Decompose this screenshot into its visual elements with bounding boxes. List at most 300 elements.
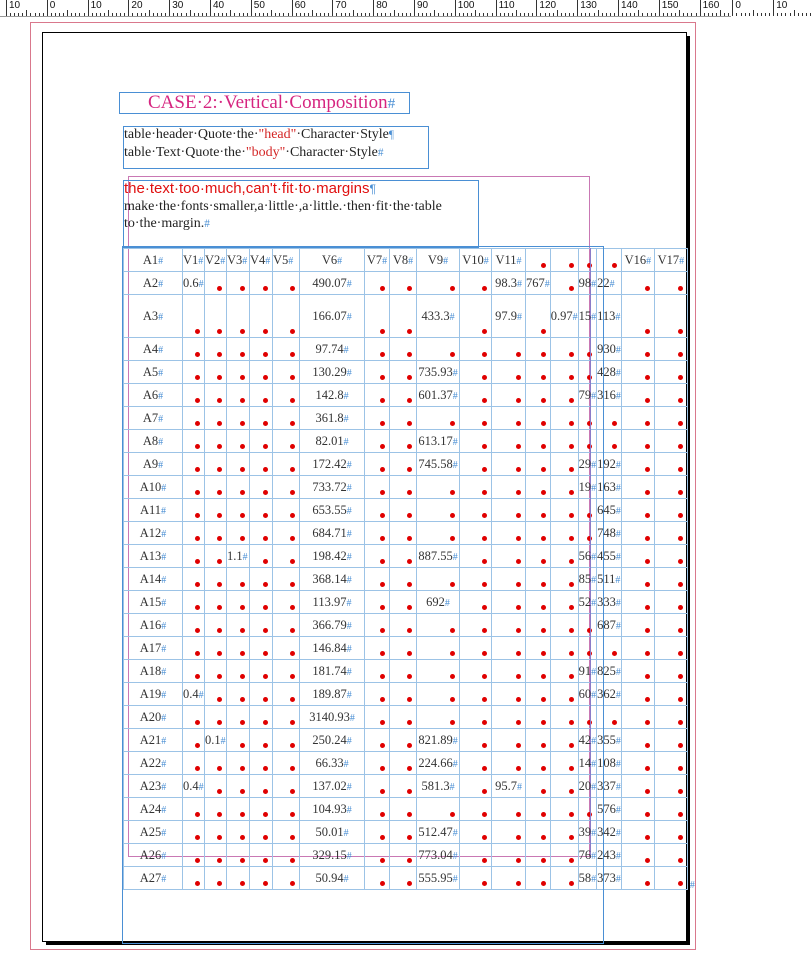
table-cell[interactable]: [597, 660, 622, 683]
table-cell[interactable]: [300, 453, 365, 476]
table-cell[interactable]: [654, 476, 687, 499]
table-cell[interactable]: [597, 295, 622, 338]
table-cell[interactable]: [526, 591, 551, 614]
table-cell[interactable]: [365, 706, 390, 729]
table-cell[interactable]: [124, 660, 183, 683]
table-cell[interactable]: [550, 272, 578, 295]
table-cell[interactable]: [300, 407, 365, 430]
table-cell[interactable]: [183, 272, 205, 295]
table-cell[interactable]: [205, 729, 227, 752]
table-cell[interactable]: [597, 729, 622, 752]
table-cell[interactable]: [460, 361, 492, 384]
table-cell[interactable]: [417, 272, 460, 295]
table-cell[interactable]: [300, 545, 365, 568]
table-cell[interactable]: [597, 453, 622, 476]
table-cell[interactable]: [183, 499, 205, 522]
table-cell[interactable]: [273, 545, 300, 568]
table-cell[interactable]: [227, 568, 250, 591]
table-cell[interactable]: [492, 821, 526, 844]
table-cell[interactable]: [183, 798, 205, 821]
table-cell[interactable]: [227, 821, 250, 844]
table-cell[interactable]: [621, 338, 654, 361]
table-cell[interactable]: [492, 407, 526, 430]
table-cell[interactable]: [417, 384, 460, 407]
table-cell[interactable]: [124, 407, 183, 430]
table-cell[interactable]: [365, 867, 390, 890]
table-cell[interactable]: [365, 798, 390, 821]
table-cell[interactable]: [390, 384, 417, 407]
table-cell[interactable]: [390, 407, 417, 430]
table-cell[interactable]: [550, 867, 578, 890]
table-cell[interactable]: [578, 775, 597, 798]
table-cell[interactable]: [417, 338, 460, 361]
table-cell[interactable]: [578, 729, 597, 752]
table-cell[interactable]: [526, 706, 551, 729]
table-cell[interactable]: [205, 361, 227, 384]
table-cell[interactable]: [578, 430, 597, 453]
table-cell[interactable]: [273, 752, 300, 775]
table-cell[interactable]: [654, 683, 687, 706]
table-cell[interactable]: [417, 499, 460, 522]
table-cell[interactable]: [597, 407, 622, 430]
table-cell[interactable]: [227, 729, 250, 752]
table-cell[interactable]: [300, 476, 365, 499]
table-cell[interactable]: [273, 499, 300, 522]
table-cell[interactable]: [124, 522, 183, 545]
table-cell[interactable]: [417, 752, 460, 775]
table-cell[interactable]: [390, 706, 417, 729]
table-cell[interactable]: [492, 683, 526, 706]
table-cell[interactable]: [492, 568, 526, 591]
table-cell[interactable]: [227, 476, 250, 499]
table-cell[interactable]: [273, 683, 300, 706]
table-cell[interactable]: [205, 430, 227, 453]
table-cell[interactable]: [492, 660, 526, 683]
table-cell[interactable]: [300, 775, 365, 798]
table-cell[interactable]: [417, 637, 460, 660]
table-cell[interactable]: [621, 591, 654, 614]
table-cell[interactable]: [390, 660, 417, 683]
table-cell[interactable]: [390, 453, 417, 476]
table-cell[interactable]: [460, 660, 492, 683]
table-cell[interactable]: [250, 752, 273, 775]
table-cell[interactable]: [492, 867, 526, 890]
table-cell[interactable]: [460, 568, 492, 591]
table-cell[interactable]: [273, 614, 300, 637]
table-cell[interactable]: [621, 499, 654, 522]
table-cell[interactable]: [654, 660, 687, 683]
table-cell[interactable]: [390, 844, 417, 867]
table-cell[interactable]: [124, 775, 183, 798]
table-cell[interactable]: [205, 407, 227, 430]
table-header-cell[interactable]: [124, 249, 183, 272]
table-cell[interactable]: [578, 499, 597, 522]
table-cell[interactable]: [578, 706, 597, 729]
table-header-cell[interactable]: [578, 249, 597, 272]
table-cell[interactable]: [654, 522, 687, 545]
table-cell[interactable]: [273, 637, 300, 660]
table-cell[interactable]: [365, 295, 390, 338]
table-cell[interactable]: [227, 660, 250, 683]
table-cell[interactable]: [654, 821, 687, 844]
table-header-cell[interactable]: [365, 249, 390, 272]
table-cell[interactable]: [578, 614, 597, 637]
table-cell[interactable]: [654, 775, 687, 798]
table-cell[interactable]: [597, 545, 622, 568]
table-cell[interactable]: [526, 453, 551, 476]
table-cell[interactable]: [250, 430, 273, 453]
table-cell[interactable]: [578, 476, 597, 499]
table-cell[interactable]: [124, 361, 183, 384]
table-cell[interactable]: [300, 384, 365, 407]
table-cell[interactable]: [526, 272, 551, 295]
table-cell[interactable]: [417, 522, 460, 545]
table-cell[interactable]: [390, 775, 417, 798]
table-cell[interactable]: [390, 338, 417, 361]
table-cell[interactable]: [597, 821, 622, 844]
table-cell[interactable]: [621, 867, 654, 890]
table-cell[interactable]: [365, 775, 390, 798]
table-header-cell[interactable]: [417, 249, 460, 272]
table-cell[interactable]: [654, 637, 687, 660]
table-cell[interactable]: [621, 545, 654, 568]
table-header-cell[interactable]: [460, 249, 492, 272]
table-cell[interactable]: [492, 775, 526, 798]
table-cell[interactable]: [550, 568, 578, 591]
table-cell[interactable]: [578, 338, 597, 361]
table-cell[interactable]: [300, 637, 365, 660]
table-cell[interactable]: [597, 637, 622, 660]
table-header-cell[interactable]: [273, 249, 300, 272]
table-cell[interactable]: [526, 522, 551, 545]
table-cell[interactable]: [460, 591, 492, 614]
table-cell[interactable]: [654, 706, 687, 729]
table-cell[interactable]: [460, 729, 492, 752]
table-cell[interactable]: [550, 430, 578, 453]
horizontal-ruler[interactable]: [0, 0, 788, 17]
table-cell[interactable]: [365, 545, 390, 568]
table-cell[interactable]: [205, 867, 227, 890]
table-cell[interactable]: [365, 844, 390, 867]
table-cell[interactable]: [526, 430, 551, 453]
table-cell[interactable]: [273, 775, 300, 798]
table-cell[interactable]: [124, 272, 183, 295]
table-cell[interactable]: [621, 752, 654, 775]
table-cell[interactable]: [273, 867, 300, 890]
table-cell[interactable]: [578, 867, 597, 890]
table-cell[interactable]: [183, 637, 205, 660]
table-cell[interactable]: [550, 522, 578, 545]
table-cell[interactable]: [460, 522, 492, 545]
table-cell[interactable]: [365, 729, 390, 752]
table-cell[interactable]: [621, 295, 654, 338]
table-cell[interactable]: [492, 453, 526, 476]
table-cell[interactable]: [205, 522, 227, 545]
table-cell[interactable]: [578, 821, 597, 844]
table-cell[interactable]: [365, 614, 390, 637]
table-cell[interactable]: [124, 706, 183, 729]
table-cell[interactable]: [300, 591, 365, 614]
table-cell[interactable]: [183, 706, 205, 729]
table-cell[interactable]: [183, 660, 205, 683]
table-cell[interactable]: [124, 499, 183, 522]
table-cell[interactable]: [390, 430, 417, 453]
table-cell[interactable]: [526, 338, 551, 361]
table-cell[interactable]: [390, 798, 417, 821]
table-cell[interactable]: [205, 384, 227, 407]
table-cell[interactable]: [390, 729, 417, 752]
table-cell[interactable]: [492, 798, 526, 821]
table-cell[interactable]: [273, 591, 300, 614]
table-cell[interactable]: [460, 798, 492, 821]
table-cell[interactable]: [227, 499, 250, 522]
table-cell[interactable]: [578, 844, 597, 867]
table-header-cell[interactable]: [300, 249, 365, 272]
table-cell[interactable]: [550, 591, 578, 614]
table-cell[interactable]: [417, 683, 460, 706]
table-cell[interactable]: [124, 568, 183, 591]
table-cell[interactable]: [654, 844, 687, 867]
table-cell[interactable]: [621, 522, 654, 545]
table-cell[interactable]: [550, 660, 578, 683]
table-cell[interactable]: [390, 361, 417, 384]
table-cell[interactable]: [273, 522, 300, 545]
table-header-cell[interactable]: [621, 249, 654, 272]
table-cell[interactable]: [550, 798, 578, 821]
table-cell[interactable]: [550, 729, 578, 752]
table-cell[interactable]: [621, 384, 654, 407]
table-cell[interactable]: [365, 660, 390, 683]
table-cell[interactable]: [417, 453, 460, 476]
table-cell[interactable]: [205, 706, 227, 729]
table-cell[interactable]: [492, 614, 526, 637]
table-cell[interactable]: [365, 361, 390, 384]
table-cell[interactable]: [183, 545, 205, 568]
table-cell[interactable]: [390, 591, 417, 614]
table-cell[interactable]: [526, 637, 551, 660]
table-cell[interactable]: [300, 522, 365, 545]
table-cell[interactable]: [460, 453, 492, 476]
table-cell[interactable]: [654, 798, 687, 821]
table-cell[interactable]: [597, 683, 622, 706]
table-cell[interactable]: [365, 637, 390, 660]
table-cell[interactable]: [365, 522, 390, 545]
table-cell[interactable]: [124, 476, 183, 499]
table-cell[interactable]: [550, 706, 578, 729]
table-cell[interactable]: [365, 338, 390, 361]
table-cell[interactable]: [227, 775, 250, 798]
table-cell[interactable]: [227, 272, 250, 295]
table-cell[interactable]: [390, 499, 417, 522]
table-cell[interactable]: [492, 591, 526, 614]
table-cell[interactable]: [526, 407, 551, 430]
table-cell[interactable]: [578, 295, 597, 338]
table-cell[interactable]: [654, 430, 687, 453]
table-cell[interactable]: [417, 821, 460, 844]
table-cell[interactable]: [183, 453, 205, 476]
table-cell[interactable]: [300, 706, 365, 729]
table-cell[interactable]: [621, 453, 654, 476]
table-cell[interactable]: [365, 752, 390, 775]
table-cell[interactable]: [250, 476, 273, 499]
table-cell[interactable]: [250, 453, 273, 476]
table-cell[interactable]: [460, 295, 492, 338]
table-header-cell[interactable]: [250, 249, 273, 272]
table-header-cell[interactable]: [492, 249, 526, 272]
table-cell[interactable]: [273, 407, 300, 430]
table-cell[interactable]: [578, 798, 597, 821]
table-cell[interactable]: [273, 660, 300, 683]
table-cell[interactable]: [365, 821, 390, 844]
table-cell[interactable]: [183, 295, 205, 338]
table-cell[interactable]: [300, 867, 365, 890]
table-cell[interactable]: [365, 453, 390, 476]
table-cell[interactable]: [460, 272, 492, 295]
table-cell[interactable]: [390, 522, 417, 545]
table-cell[interactable]: [417, 706, 460, 729]
table-cell[interactable]: [417, 476, 460, 499]
table-cell[interactable]: [124, 844, 183, 867]
table-cell[interactable]: [654, 361, 687, 384]
table-cell[interactable]: [205, 295, 227, 338]
table-cell[interactable]: [578, 660, 597, 683]
table-cell[interactable]: [273, 706, 300, 729]
table-cell[interactable]: [526, 361, 551, 384]
table-cell[interactable]: [365, 591, 390, 614]
table-cell[interactable]: [300, 295, 365, 338]
table-cell[interactable]: [621, 407, 654, 430]
table-cell[interactable]: [654, 545, 687, 568]
table-cell[interactable]: [300, 430, 365, 453]
table-cell[interactable]: [621, 430, 654, 453]
table-cell[interactable]: [183, 522, 205, 545]
table-cell[interactable]: [578, 637, 597, 660]
table-cell[interactable]: [460, 476, 492, 499]
table-cell[interactable]: [550, 752, 578, 775]
table-cell[interactable]: [205, 660, 227, 683]
table-cell[interactable]: [492, 384, 526, 407]
table-cell[interactable]: [460, 683, 492, 706]
table-cell[interactable]: [124, 453, 183, 476]
table-cell[interactable]: [250, 729, 273, 752]
table-cell[interactable]: [621, 361, 654, 384]
table-cell[interactable]: [250, 407, 273, 430]
table-cell[interactable]: [621, 272, 654, 295]
table-cell[interactable]: [205, 272, 227, 295]
table-cell[interactable]: [597, 798, 622, 821]
table-cell[interactable]: [460, 384, 492, 407]
table-cell[interactable]: [654, 272, 687, 295]
table-cell[interactable]: [597, 384, 622, 407]
table-cell[interactable]: [227, 706, 250, 729]
table-cell[interactable]: [597, 499, 622, 522]
table-cell[interactable]: [550, 683, 578, 706]
table-cell[interactable]: [365, 384, 390, 407]
table-cell[interactable]: [227, 752, 250, 775]
table-cell[interactable]: [250, 683, 273, 706]
table-cell[interactable]: [621, 798, 654, 821]
table-cell[interactable]: [250, 545, 273, 568]
table-cell[interactable]: [227, 867, 250, 890]
table-cell[interactable]: [390, 614, 417, 637]
table-cell[interactable]: [550, 476, 578, 499]
table-cell[interactable]: [597, 752, 622, 775]
table-cell[interactable]: [250, 295, 273, 338]
table-cell[interactable]: [597, 338, 622, 361]
table-cell[interactable]: [550, 821, 578, 844]
table-cell[interactable]: [492, 430, 526, 453]
table-cell[interactable]: [597, 591, 622, 614]
table-cell[interactable]: [124, 338, 183, 361]
table-cell[interactable]: [227, 453, 250, 476]
table-cell[interactable]: [621, 775, 654, 798]
table-cell[interactable]: [300, 272, 365, 295]
table-header-cell[interactable]: [227, 249, 250, 272]
table-cell[interactable]: [621, 683, 654, 706]
table-cell[interactable]: [526, 545, 551, 568]
table-cell[interactable]: [205, 775, 227, 798]
table-cell[interactable]: [417, 775, 460, 798]
table-cell[interactable]: [273, 361, 300, 384]
table-cell[interactable]: [205, 637, 227, 660]
table-cell[interactable]: [550, 453, 578, 476]
table-cell[interactable]: [183, 568, 205, 591]
table-cell[interactable]: [300, 568, 365, 591]
table-cell[interactable]: [250, 591, 273, 614]
table-cell[interactable]: [621, 476, 654, 499]
table-cell[interactable]: [550, 407, 578, 430]
table-cell[interactable]: [417, 660, 460, 683]
table-cell[interactable]: [578, 384, 597, 407]
table-cell[interactable]: [578, 591, 597, 614]
table-cell[interactable]: [460, 752, 492, 775]
table-cell[interactable]: [227, 361, 250, 384]
table-cell[interactable]: [183, 591, 205, 614]
table-cell[interactable]: [460, 545, 492, 568]
table-cell[interactable]: [460, 499, 492, 522]
table-cell[interactable]: [227, 591, 250, 614]
table-cell[interactable]: [300, 499, 365, 522]
table-cell[interactable]: [250, 499, 273, 522]
table-cell[interactable]: [273, 384, 300, 407]
table-cell[interactable]: [417, 568, 460, 591]
table-cell[interactable]: [492, 706, 526, 729]
table-cell[interactable]: [654, 295, 687, 338]
table-cell[interactable]: [390, 821, 417, 844]
table-cell[interactable]: [183, 683, 205, 706]
table-cell[interactable]: [526, 568, 551, 591]
table-cell[interactable]: [417, 361, 460, 384]
table-cell[interactable]: [526, 295, 551, 338]
table-cell[interactable]: [597, 476, 622, 499]
table-cell[interactable]: [417, 430, 460, 453]
table-cell[interactable]: [578, 683, 597, 706]
table-cell[interactable]: [654, 614, 687, 637]
table-cell[interactable]: [250, 614, 273, 637]
table-cell[interactable]: [390, 272, 417, 295]
table-cell[interactable]: [273, 430, 300, 453]
table-cell[interactable]: [460, 775, 492, 798]
table-cell[interactable]: [124, 683, 183, 706]
table-cell[interactable]: [390, 683, 417, 706]
table-cell[interactable]: [227, 384, 250, 407]
table-header-cell[interactable]: [390, 249, 417, 272]
table-cell[interactable]: [492, 295, 526, 338]
table-cell[interactable]: [550, 338, 578, 361]
table-cell[interactable]: [273, 476, 300, 499]
table-cell[interactable]: [654, 499, 687, 522]
table-cell[interactable]: [417, 295, 460, 338]
